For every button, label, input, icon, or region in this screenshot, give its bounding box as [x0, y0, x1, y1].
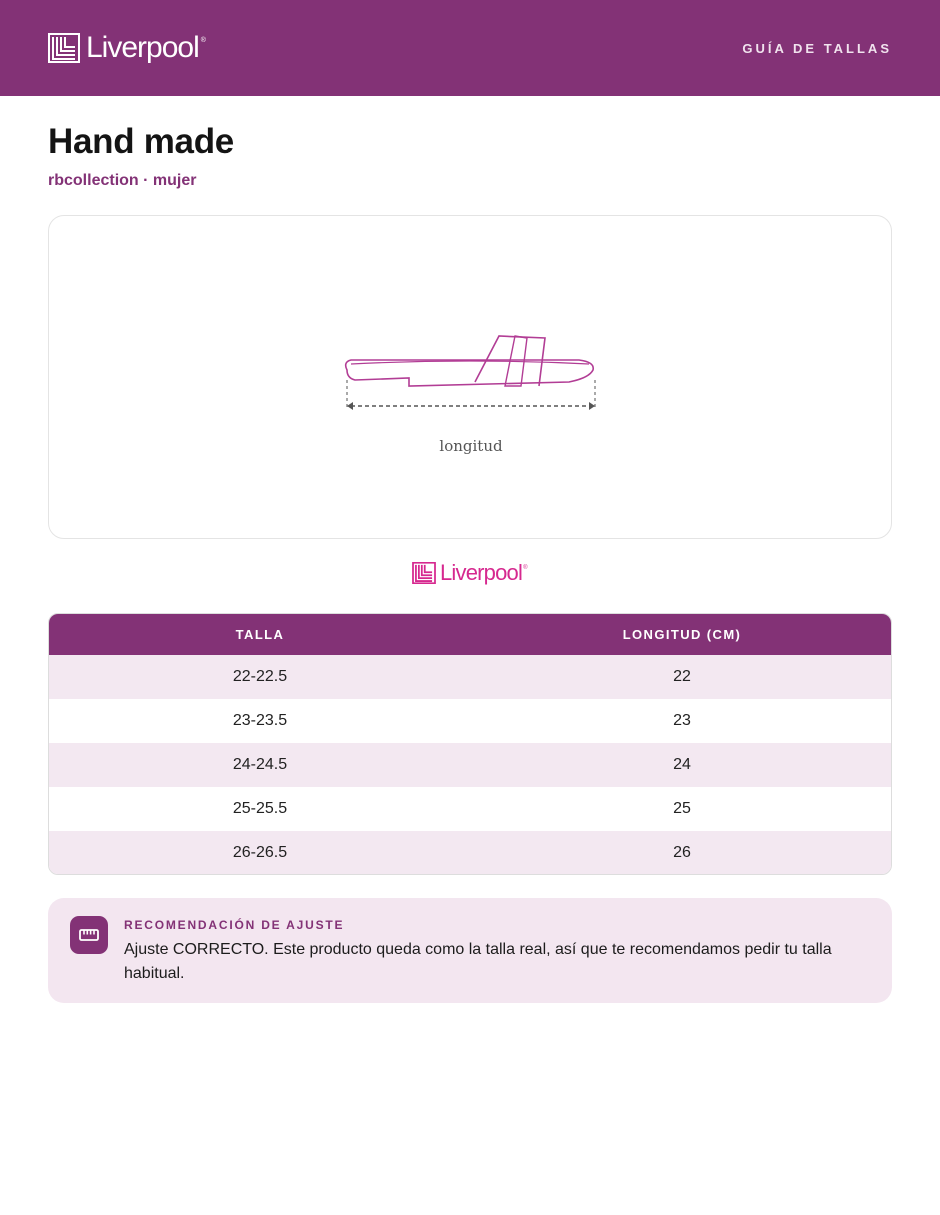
table-cell-longitud: 25 [673, 800, 691, 817]
column-header-longitud: LONGITUD (CM) [622, 627, 742, 642]
sandal-diagram-icon [339, 334, 603, 434]
watermark-logo [412, 562, 528, 584]
table-cell-talla: 24-24.5 [232, 756, 288, 773]
column-header-talla: TALLA [235, 627, 285, 642]
table-row [49, 655, 891, 699]
liverpool-logo-icon [412, 562, 436, 584]
product-title: Hand made [48, 122, 234, 161]
sandal-illustration-card [48, 215, 892, 539]
brand-name: Liverpool [86, 31, 199, 64]
brand-logo[interactable] [48, 33, 206, 63]
table-row [49, 831, 891, 875]
table-row [49, 699, 891, 743]
table-row [49, 787, 891, 831]
table-header [49, 614, 891, 655]
length-label: longitud [439, 437, 503, 455]
ruler-icon [70, 916, 108, 954]
table-cell-longitud: 23 [673, 712, 691, 729]
table-cell-talla: 26-26.5 [232, 844, 288, 861]
site-header [0, 0, 940, 96]
table-cell-talla: 25-25.5 [232, 800, 288, 817]
liverpool-logo-icon [48, 33, 80, 63]
fit-heading: RECOMENDACIÓN DE AJUSTE [124, 918, 345, 932]
table-cell-longitud: 26 [673, 844, 691, 861]
product-subtitle: rbcollection · mujer [48, 172, 197, 189]
table-cell-longitud: 22 [673, 668, 691, 685]
watermark-brand-name: Liverpool [440, 560, 523, 585]
watermark-registered-mark: ® [523, 565, 528, 571]
table-cell-talla: 22-22.5 [232, 668, 288, 685]
table-body [49, 655, 891, 875]
size-guide-link[interactable]: GUÍA DE TALLAS [742, 40, 892, 56]
fit-description: Ajuste CORRECTO. Este producto queda como la talla real, así que te recomendamos pedir tu talla habitual. [124, 941, 832, 982]
table-cell-talla: 23-23.5 [232, 712, 288, 729]
brand-registered-mark: ® [200, 37, 206, 44]
table-cell-longitud: 24 [673, 756, 691, 773]
ruler-glyph-icon [79, 928, 99, 942]
size-table [48, 613, 892, 875]
fit-recommendation-card [48, 898, 892, 1003]
table-row [49, 743, 891, 787]
